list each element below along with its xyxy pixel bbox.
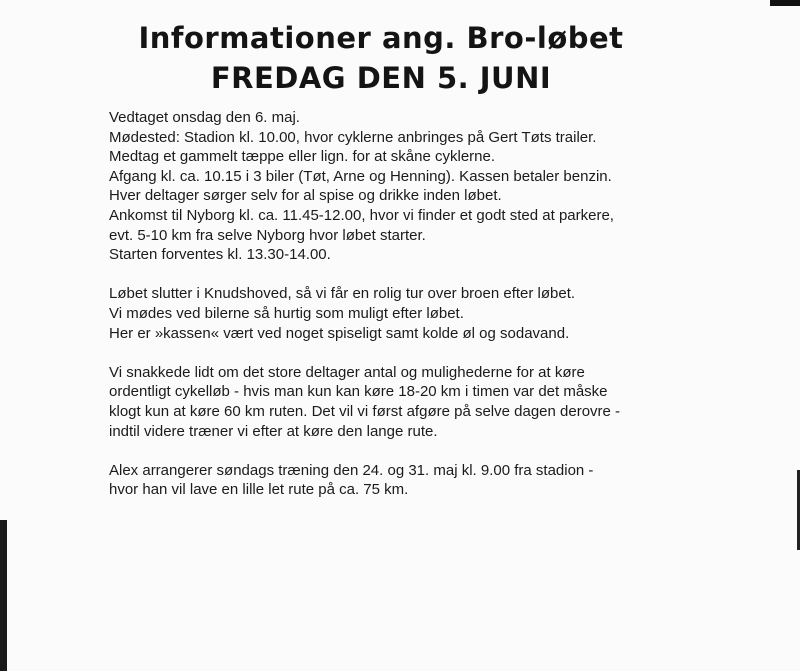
body-line: Afgang kl. ca. 10.15 i 3 biler (Tøt, Arne og Henning). Kassen betaler benzin. (109, 167, 612, 185)
body-line: evt. 5-10 km fra selve Nyborg hvor løbet starter. (109, 226, 426, 244)
body-line: Alex arrangerer søndags træning den 24. og 31. maj kl. 9.00 fra stadion - (109, 461, 594, 479)
paragraph-training (109, 461, 669, 500)
body-line: Her er »kassen« vært ved noget spiseligt samt kolde øl og sodavand. (109, 324, 570, 342)
body-line: indtil videre træner vi efter at køre den lange rute. (109, 422, 438, 440)
body-line: ordentligt cykelløb - hvis man kun kan køre 18-20 km i timen var det måske (109, 383, 608, 401)
body-line: Vi mødes ved bilerne så hurtig som muligt efter løbet. (109, 304, 464, 322)
document-subtitle-date: FREDAG DEN 5. JUNI (210, 61, 552, 95)
document-title: Informationer ang. Bro-løbet (138, 21, 624, 55)
paragraph-logistics (109, 108, 669, 265)
body-line: Løbet slutter i Knudshoved, så vi får en rolig tur over broen efter løbet. (109, 285, 576, 303)
body-line: Hver deltager sørger selv for al spise og drikke inden løbet. (109, 187, 502, 205)
body-line: Ankomst til Nyborg kl. ca. 11.45-12.00, hvor vi finder et godt sted at parkere, (109, 206, 614, 224)
scan-edge-mark (0, 520, 7, 671)
body-line: Medtag et gammelt tæppe eller lign. for at skåne cyklerne. (109, 148, 496, 166)
scan-edge-mark (770, 0, 800, 6)
body-line: Vedtaget onsdag den 6. maj. (109, 109, 300, 126)
paragraph-route-discussion (109, 363, 669, 441)
body-line: klogt kun at køre 60 km ruten. Det vil vi først afgøre på selve dagen derovre - (109, 402, 621, 420)
body-line: hvor han vil lave en lille let rute på ca. 75 km. (109, 481, 409, 499)
body-line: Mødested: Stadion kl. 10.00, hvor cyklerne anbringes på Gert Tøts trailer. (109, 128, 597, 146)
paragraph-after-race (109, 284, 669, 343)
body-line: Vi snakkede lidt om det store deltager antal og mulighederne for at køre (109, 363, 585, 381)
document-body (109, 108, 669, 500)
body-line: Starten forventes kl. 13.30-14.00. (109, 246, 331, 264)
